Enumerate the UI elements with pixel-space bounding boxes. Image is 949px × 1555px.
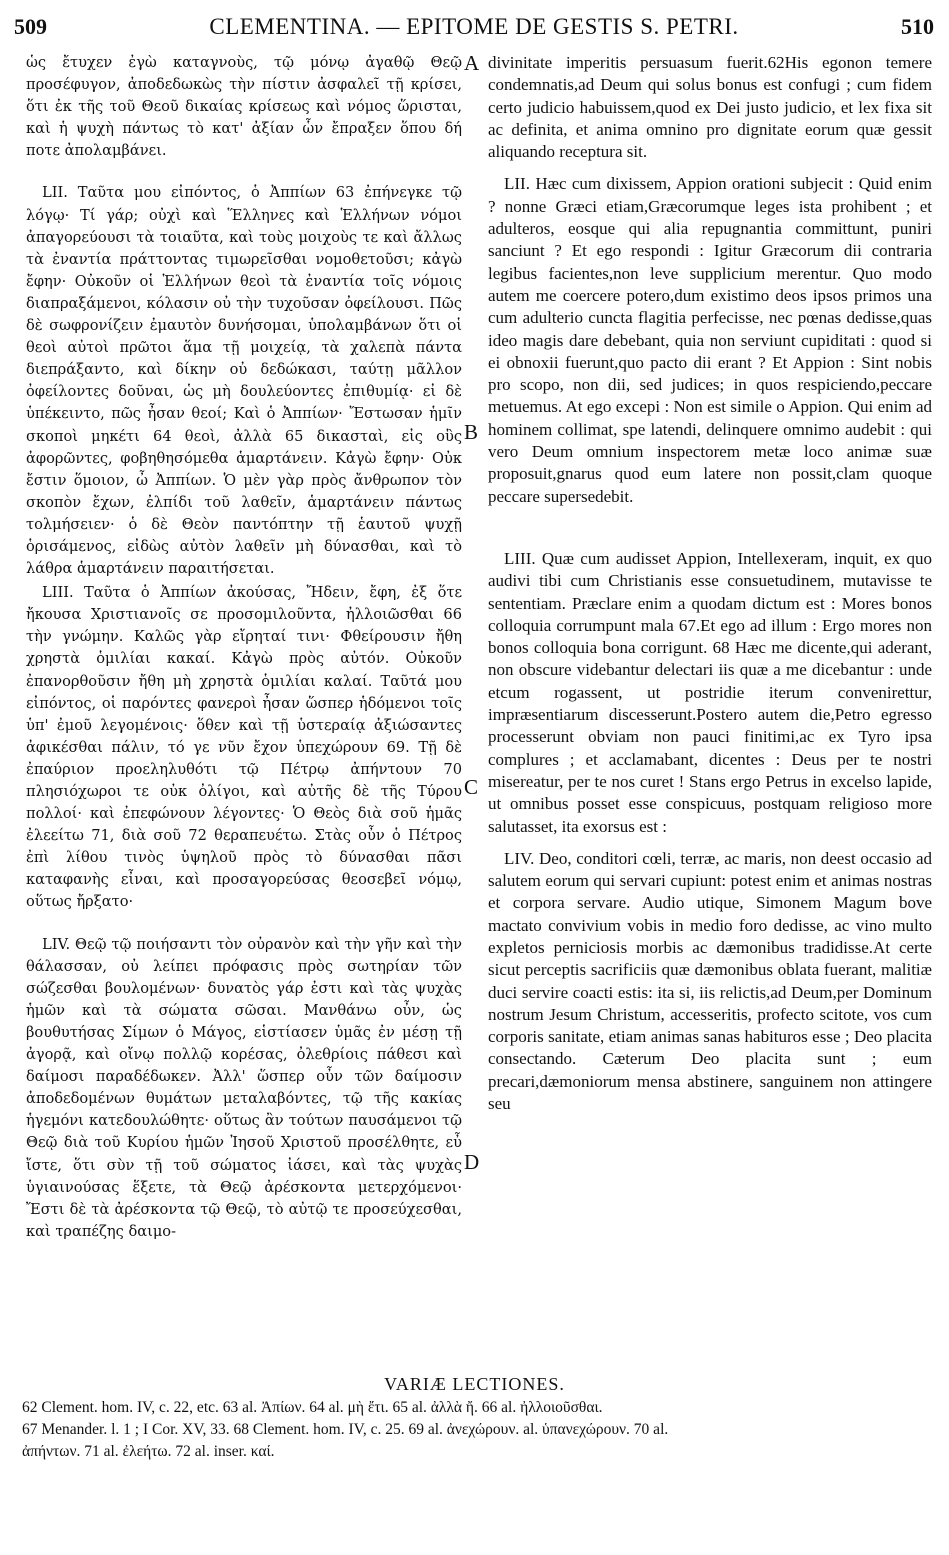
marker-d: D — [464, 1150, 480, 1174]
marker-a: A — [464, 51, 480, 75]
variae-lectiones-heading: VARIÆ LECTIONES. — [384, 1374, 565, 1394]
greek-section-lii: LII. Ταῦτα μου εἰπόντος, ὁ Ἀππίων 63 ἐπήνεγκε τῷ λόγῳ· Τί γάρ; οὐχὶ καὶ Ἕλληνες καὶ Ἑλλήνων νόμοι ἀπαγορεύουσι τὰ τοιαῦτα, καὶ τοὺς μοιχοὺς τε καὶ ἄλλως τὰ ἐναντία πράττοντας τιμωρεῖσθαι νομοθετοῦσι; κἀγὼ ἔφην· Οὐκοῦν οἱ Ἑλλήνων θεοὶ τὰ ἐναντία τοῖς νόμοις διαπραξάμενοι, κόλασιν οὐ τὴν τυχοῦσαν ὀφείλουσι. Πῶς δὲ σωφρονίζειν ἐμαυτὸν δυνήσομαι, ὑπολαμβάνων ὅτι οἱ θεοὶ αὐτοὶ πρῶτοι ἅμα τῇ μοιχείᾳ, τὰ χαλεπὰ πάντα διεπράξαντο, καὶ δίκην οὐ δεδώκασι, ταύτῃ μᾶλλον ὀφείλοντες δοῦναι, ὡς μὴ δουλεύοντες ἐπιθυμίᾳ· εἰ δὲ ὑπέκειντο, πῶς ἦσαν θεοί; Καὶ ὁ Ἀππίων· Ἔστωσαν ἡμῖν σκοποὶ μηκέτι 64 θεοὶ, ἀλλὰ 65 δικασταὶ, εἰς οὓς ἀφορῶντες, φοβηθησόμεθα ἁμαρτάνειν. Κἀγὼ ἔφην· Οὐκ ἔστιν ὅμοιον, ὦ Ἀππίων. Ὁ μὲν γὰρ πρὸς ἄνθρωπον τὸν σκοπὸν ἔχων, ἐλπίδι τοῦ λαθεῖν, ἁμαρτάνειν πάντως τολμήσειεν· ὁ δὲ Θεὸν παντόπτην τῇ ἑαυτοῦ ψυχῇ ὁρισάμενος, εἰδὼς αὐτὸν λαθεῖν μὴ δύνασθαι, καὶ τὸ λάθρα ἁμαρτάνειν παραιτήσεται. — [26, 184, 462, 578]
page-number-left: 509 — [14, 14, 47, 39]
latin-section-liii: LIII. Quæ cum audisset Appion, Intellexeram, inquit, ex quo audivi tibi cum Christianis esse consuetudinem, mutavisse te sententiam. Præclare enim a quodam dictum est : Mores bonos colloquia corrumpunt mala 67.Et ego ad illum : Ergo mores non bonos colloquia bona corrigunt. 68 Hæc me dicente,qui aderant, non obscure videbantur delectari iis quæ a me dicebantur : unde etcum rogassent, ut postridie iterum convenirettur, impræsentiarum discesserunt.Postero autem die,Petro egresso processerunt obviam non pauci finitimi,ac ex Tyro ipsa complures ; et acclamabant, dicentes : Deus per te nostri misereatur, per te nos curet ! Stans ergo Petrus in excelso lapide, ut omnibus posset esse conspicuus, postquam religioso more salutasset, ita exorsus est : — [488, 548, 932, 836]
variae-line: ἀπήντων. 71 al. ἐλεήτω. 72 al. inser. καί. — [22, 1443, 275, 1460]
latin-section-liv: LIV. Deo, conditori cœli, terræ, ac maris, non deest occasio ad salutem eorum qui servari cupiunt: potest enim et animas nostras et corpora servare. Audio utique, Simonem Magum bove mactato convivium vobis in medio foro dedisse, ac vino multo expletos perniciosis morbis ac dæmonibus tradidisse.At certe sicut perceptis sacrificiis quæ dæmonibus oblata fuerant, malitiæ duci servire coacti estis: ita si, iis relictis,ad Deum,per Dominum nostrum Jesum Christum, accesseritis, profecto scitote, vos cum corporis sanitate, etiam animas sanas habituros esse ; Deo placita consectando. Cæterum Deo placita sunt ; eum precari,dæmoniorum mensa abstinere, sanguinem non attingere seu — [488, 848, 932, 1114]
latin-section-lii: LII. Hæc cum dixissem, Appion orationi subjecit : Quid enim ? nonne Græci etiam,Græcorumque leges ista prohibent ; et adulteros, eosque qui alia repugnantia committunt, puniri sanciunt ? Et ego respondi : Igitur Græcorum dii contraria legibus facientes,non leve supplicium merentur. Quo modo autem me coercere potero,dum existimo deos ipsos primos una cum adulterio cuncta flagitia perfecisse, nec pœnas dedisse,quas ideo magis dare debebant, quia non serviunt cupiditati : quod si ei obnoxii fuerunt,quo pacto dii erant ? Et Appion : Sint nobis pro scopo, non dii, sed judices; in quos respiciendo,peccare metuemus. At ego excepi : Non est simile o Appion. Qui enim ad hominem collimat, spe latendi, delinquere omnimo audebit : qui vero Deum omnium inspectorem metæ loco animæ suæ proposuit,gnarus quod eum latere non possit,clam quoque peccare supersedebit. — [488, 174, 932, 506]
marker-c: C — [464, 775, 479, 799]
latin-paragraph-intro: divinitate imperitis persuasum fuerit.62His egonon temere condemnatis,ad Deum qui solus bonus est confugi ; cum fidem certo judicio habuissem,quod ex Dei justo judicio, et lex fixa sit ac definita, et anima omnino pro dignitate eorum quæ gessit aliquando receptura sit. — [488, 53, 932, 162]
variae-line: 62 Clement. hom. IV, c. 22, etc. 63 al. Ἀπίων. 64 al. μὴ ἔτι. 65 al. ἀλλὰ ἤ. 66 al. ἠλλοιοῦσθαι. — [22, 1399, 603, 1416]
page-header — [14, 6, 934, 48]
greek-paragraph-intro: ὡς ἔτυχεν ἐγὼ καταγνοὺς, τῷ μόνῳ ἀγαθῷ Θεῷ προσέφυγον, ἀποδεδωκὼς τὴν πίστιν ἀσφαλεῖ τῇ κρίσει, ὅτι ἐκ τῆς τοῦ Θεοῦ δικαίας κρίσεως καὶ νόμος ὥρισται, καὶ ἡ ψυχὴ πάντως τὸ κατ' ἀξίαν ὧν ἔπραξεν ὅπου δή ποτε ἀπολαμβάνει. — [26, 54, 462, 160]
greek-section-liv: LIV. Θεῷ τῷ ποιήσαντι τὸν οὐρανὸν καὶ τὴν γῆν καὶ τὴν θάλασσαν, οὐ λείπει πρόφασις πρὸς σωτηρίαν τῶν σώζεσθαι βουλομένων· δυνατὸς γάρ ἐστι καὶ τὰς ψυχὰς ἡμῶν καὶ τὰ σώματα σῶσαι. Μανθάνω οὖν, ὡς βουθυτήσας Σίμων ὁ Μάγος, εἱστίασεν ὑμᾶς ἐν μέσῃ τῇ ἀγορᾷ, καὶ οἴνῳ πολλῷ κορέσας, ὀλεθρίοις πάθεσι καὶ δαίμοσι παραδέδωκεν. Ἀλλ' ὥσπερ οὖν τῶν δαίμοσιν ἀποδεδομένων θυμάτων μεταλαβόντες, τῷ τῆς κακίας ἡγεμόνι κατεδουλώθητε· οὕτως ἂν τούτων παυσάμενοι τῷ Θεῷ διὰ τοῦ Κυρίου ἡμῶν Ἰησοῦ Χριστοῦ προσέλθητε, εὖ ἴστε, ὅτι σὺν τῇ τοῦ σώματος ἰάσει, καὶ τὰς ψυχὰς ὑγιαινούσας ἕξετε, τὰ Θεῷ ἀρέσκοντα μετερχόμενοι· Ἔστι δὲ τὰ ἀρέσκοντα τῷ Θεῷ, τὸ αὐτῷ τε προσεύχεσθαι, καὶ τραπέζης δαιμο- — [26, 935, 462, 1240]
greek-section-liii: LIII. Ταῦτα ὁ Ἀππίων ἀκούσας, Ἤδειν, ἔφη, ἐξ ὅτε ἤκουσα Χριστιανοῖς σε προσομιλοῦντα, ἠλλοιῶσθαι 66 τὴν γνώμην. Καλῶς γὰρ εἴρηταί τινι· Φθείρουσιν ἤθη χρηστὰ ὁμιλίαι κακαί. Κἀγὼ πρὸς αὐτόν. Οὐκοῦν ἐπανορθοῦσιν ἤθη μὴ χρηστὰ ὁμιλίαι καλαί. Ταῦτά μου εἰπόντος, οἱ παρόντες φανεροὶ ἦσαν ὥσπερ ἡδόμενοι τοῖς ὑπ' ἐμοῦ λεγομένοις· ὅθεν καὶ τῇ ὑστεραίᾳ ἀξιώσαντες ἀφικέσθαι πάλιν, τό γε νῦν ἔχον ὑπεχώρουν 69. Τῇ δὲ ἐπαύριον προεληλυθότι τῷ Πέτρῳ ἀπήντουν 70 πλησιόχωροι τε οὐκ ὀλίγοι, καὶ αὐτῆς δὲ τῆς Τύρου πολλοί· καὶ ἐπεφώνουν λέγοντες· Ὁ Θεὸς διὰ σοῦ ἡμᾶς ἐλεείτω 71, διὰ σοῦ 72 θεραπευέτω. Στὰς οὖν ὁ Πέτρος ἐπὶ λίθου τινὸς ὑψηλοῦ πρὸς τὸ δύνασθαι πᾶσι καταφανὴς εἶναι, καὶ προσαγορεύσας θεοσεβεῖ νόμῳ, οὕτως ἤρξατο· — [26, 584, 462, 911]
variae-line: 67 Menander. l. 1 ; I Cor. XV, 33. 68 Clement. hom. IV, c. 25. 69 al. ἀνεχώρουν. al. ὑπανεχώρουν. 70 al. — [22, 1421, 669, 1438]
marker-b: B — [464, 420, 479, 444]
variae-lectiones — [22, 1397, 932, 1463]
running-title: CLEMENTINA. — EPITOME DE GESTIS S. PETRI. — [209, 14, 739, 39]
latin-column — [488, 52, 932, 1115]
page-number-right: 510 — [901, 14, 934, 39]
greek-column — [26, 52, 462, 1243]
